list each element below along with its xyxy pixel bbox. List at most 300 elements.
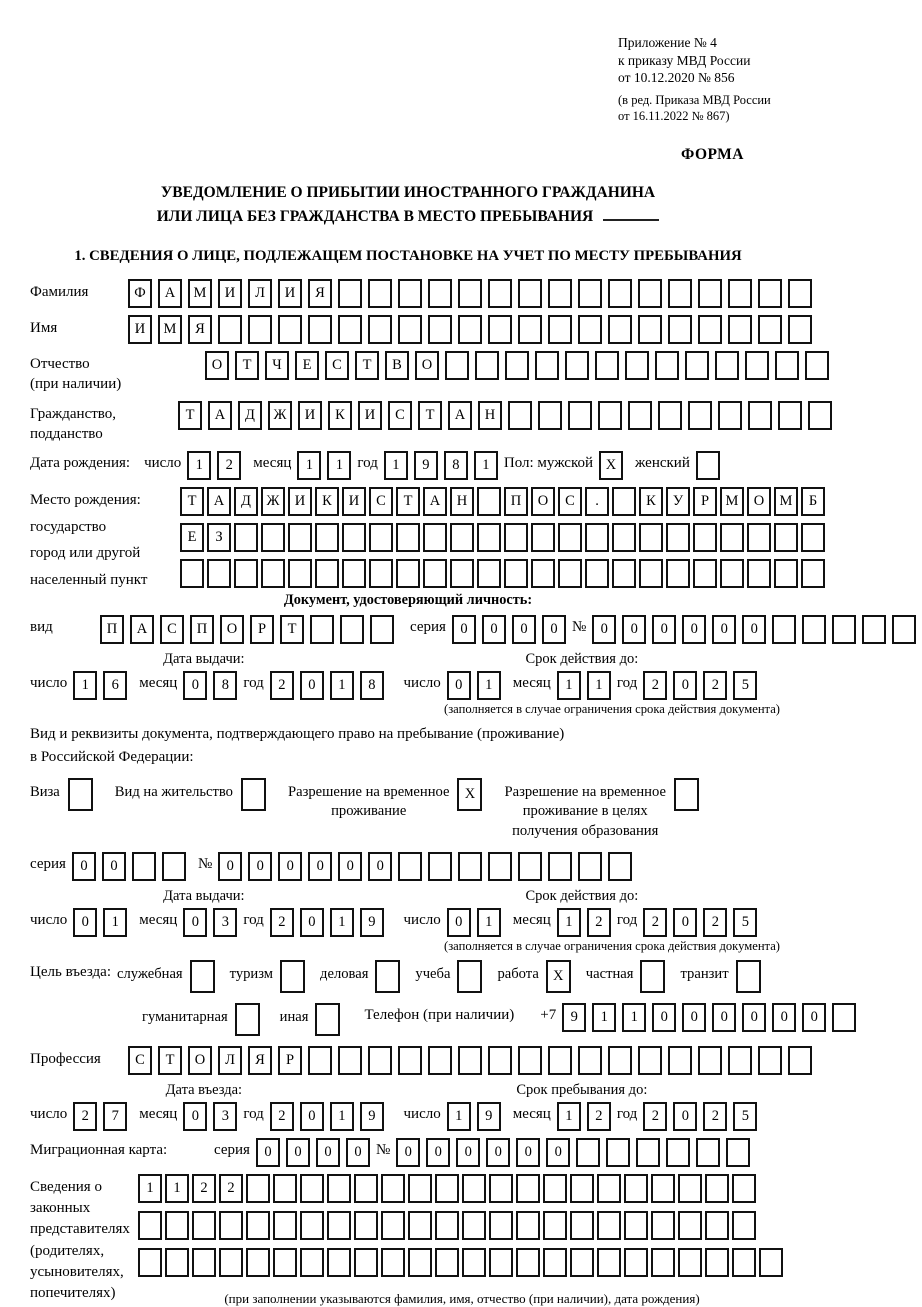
char-box[interactable] <box>369 523 393 552</box>
char-box[interactable] <box>165 1248 189 1277</box>
doc-kind-input[interactable] <box>100 615 400 644</box>
char-box[interactable]: Ф <box>128 279 152 308</box>
char-box[interactable] <box>435 1248 459 1277</box>
char-box[interactable] <box>462 1248 486 1277</box>
char-box[interactable] <box>745 351 769 380</box>
char-box[interactable]: 0 <box>248 852 272 881</box>
char-box[interactable]: Я <box>248 1046 272 1075</box>
char-box[interactable] <box>516 1248 540 1277</box>
char-box[interactable] <box>458 852 482 881</box>
char-box[interactable] <box>585 523 609 552</box>
char-box[interactable]: 1 <box>592 1003 616 1032</box>
char-box[interactable]: 2 <box>270 1102 294 1131</box>
purpose-other-checkbox[interactable] <box>315 1003 346 1036</box>
char-box[interactable]: 0 <box>183 671 207 700</box>
char-box[interactable] <box>698 279 722 308</box>
char-box[interactable]: И <box>358 401 382 430</box>
purpose-humanitarian-checkbox[interactable] <box>235 1003 266 1036</box>
char-box[interactable] <box>538 401 562 430</box>
char-box[interactable]: С <box>128 1046 152 1075</box>
purpose-work-checkbox[interactable] <box>546 960 577 993</box>
birth-place-row1-input[interactable] <box>180 487 828 516</box>
char-box[interactable] <box>278 315 302 344</box>
purpose-transit-checkbox[interactable] <box>736 960 767 993</box>
char-box[interactable]: Р <box>693 487 717 516</box>
char-box[interactable] <box>138 1211 162 1240</box>
char-box[interactable] <box>338 315 362 344</box>
char-box[interactable]: У <box>666 487 690 516</box>
char-box[interactable] <box>639 559 663 588</box>
char-box[interactable] <box>423 523 447 552</box>
char-box[interactable]: А <box>130 615 154 644</box>
char-box[interactable] <box>597 1211 621 1240</box>
char-box[interactable]: 0 <box>542 615 566 644</box>
char-box[interactable] <box>396 559 420 588</box>
char-box[interactable]: М <box>720 487 744 516</box>
char-box[interactable] <box>678 1211 702 1240</box>
char-box[interactable]: X <box>457 778 482 811</box>
char-box[interactable] <box>678 1248 702 1277</box>
stay-day-input[interactable] <box>447 1102 507 1131</box>
char-box[interactable] <box>715 351 739 380</box>
char-box[interactable] <box>368 1046 392 1075</box>
char-box[interactable] <box>698 1046 722 1075</box>
char-box[interactable]: 2 <box>270 671 294 700</box>
char-box[interactable] <box>543 1211 567 1240</box>
residence-issue-month-input[interactable] <box>183 908 243 937</box>
char-box[interactable] <box>628 401 652 430</box>
char-box[interactable]: 0 <box>452 615 476 644</box>
char-box[interactable] <box>597 1174 621 1203</box>
char-box[interactable] <box>315 559 339 588</box>
visa-checkbox[interactable] <box>68 778 99 811</box>
char-box[interactable] <box>241 778 266 811</box>
char-box[interactable] <box>462 1174 486 1203</box>
char-box[interactable]: 0 <box>300 671 324 700</box>
char-box[interactable] <box>747 559 771 588</box>
char-box[interactable]: Р <box>250 615 274 644</box>
char-box[interactable]: 0 <box>546 1138 570 1167</box>
temp-residence-checkbox[interactable] <box>457 778 488 811</box>
char-box[interactable] <box>489 1248 513 1277</box>
char-box[interactable]: Т <box>396 487 420 516</box>
char-box[interactable] <box>801 523 825 552</box>
char-box[interactable] <box>758 315 782 344</box>
char-box[interactable] <box>748 401 772 430</box>
char-box[interactable] <box>640 960 665 993</box>
char-box[interactable] <box>488 852 512 881</box>
char-box[interactable]: 1 <box>557 908 581 937</box>
char-box[interactable] <box>832 1003 856 1032</box>
char-box[interactable]: 1 <box>557 671 581 700</box>
stay-month-input[interactable] <box>557 1102 617 1131</box>
char-box[interactable] <box>288 559 312 588</box>
char-box[interactable] <box>608 279 632 308</box>
phone-input[interactable] <box>562 1003 862 1032</box>
char-box[interactable] <box>698 315 722 344</box>
char-box[interactable] <box>612 523 636 552</box>
char-box[interactable]: Е <box>295 351 319 380</box>
char-box[interactable]: 0 <box>712 615 736 644</box>
entry-year-input[interactable] <box>270 1102 390 1131</box>
residence-issue-year-input[interactable] <box>270 908 390 937</box>
char-box[interactable]: 0 <box>673 908 697 937</box>
char-box[interactable] <box>608 852 632 881</box>
char-box[interactable]: X <box>599 451 623 480</box>
char-box[interactable] <box>693 523 717 552</box>
char-box[interactable] <box>435 1211 459 1240</box>
char-box[interactable] <box>354 1211 378 1240</box>
char-box[interactable]: 0 <box>742 1003 766 1032</box>
char-box[interactable]: М <box>158 315 182 344</box>
char-box[interactable] <box>775 351 799 380</box>
char-box[interactable]: 1 <box>330 908 354 937</box>
char-box[interactable]: А <box>158 279 182 308</box>
char-box[interactable]: Д <box>238 401 262 430</box>
char-box[interactable]: Т <box>180 487 204 516</box>
char-box[interactable] <box>624 1248 648 1277</box>
char-box[interactable]: 1 <box>187 451 211 480</box>
char-box[interactable] <box>381 1211 405 1240</box>
char-box[interactable]: Л <box>248 279 272 308</box>
char-box[interactable]: И <box>288 487 312 516</box>
char-box[interactable]: П <box>190 615 214 644</box>
char-box[interactable]: О <box>415 351 439 380</box>
char-box[interactable] <box>718 401 742 430</box>
char-box[interactable] <box>597 1248 621 1277</box>
char-box[interactable]: 0 <box>673 671 697 700</box>
purpose-business-checkbox[interactable] <box>375 960 406 993</box>
char-box[interactable]: 1 <box>165 1174 189 1203</box>
char-box[interactable] <box>666 523 690 552</box>
char-box[interactable]: 5 <box>733 1102 757 1131</box>
char-box[interactable]: 0 <box>218 852 242 881</box>
char-box[interactable]: К <box>315 487 339 516</box>
char-box[interactable]: 1 <box>138 1174 162 1203</box>
char-box[interactable]: 0 <box>338 852 362 881</box>
char-box[interactable] <box>508 401 532 430</box>
char-box[interactable]: 6 <box>103 671 127 700</box>
char-box[interactable] <box>668 279 692 308</box>
char-box[interactable]: К <box>328 401 352 430</box>
char-box[interactable]: 0 <box>456 1138 480 1167</box>
char-box[interactable] <box>162 852 186 881</box>
char-box[interactable] <box>518 315 542 344</box>
char-box[interactable] <box>246 1248 270 1277</box>
purpose-official-checkbox[interactable] <box>190 960 221 993</box>
char-box[interactable] <box>516 1174 540 1203</box>
char-box[interactable]: 3 <box>213 1102 237 1131</box>
birth-year-input[interactable] <box>384 451 504 480</box>
char-box[interactable]: 0 <box>652 1003 676 1032</box>
char-box[interactable] <box>381 1248 405 1277</box>
residence-expiry-year-input[interactable] <box>643 908 763 937</box>
char-box[interactable] <box>428 852 452 881</box>
char-box[interactable] <box>354 1248 378 1277</box>
temp-residence-education-checkbox[interactable] <box>674 778 705 811</box>
char-box[interactable] <box>774 523 798 552</box>
char-box[interactable] <box>300 1174 324 1203</box>
char-box[interactable]: 0 <box>482 615 506 644</box>
char-box[interactable]: 0 <box>682 615 706 644</box>
char-box[interactable] <box>726 1138 750 1167</box>
char-box[interactable]: А <box>423 487 447 516</box>
mc-series-input[interactable] <box>256 1138 376 1167</box>
char-box[interactable] <box>477 559 501 588</box>
char-box[interactable] <box>612 559 636 588</box>
char-box[interactable]: 0 <box>447 908 471 937</box>
purpose-private-checkbox[interactable] <box>640 960 671 993</box>
char-box[interactable] <box>234 523 258 552</box>
char-box[interactable] <box>462 1211 486 1240</box>
char-box[interactable]: 0 <box>72 852 96 881</box>
entry-day-input[interactable] <box>73 1102 133 1131</box>
char-box[interactable] <box>327 1211 351 1240</box>
char-box[interactable]: П <box>100 615 124 644</box>
char-box[interactable]: 1 <box>330 671 354 700</box>
birth-place-row2-input[interactable] <box>180 523 828 552</box>
char-box[interactable] <box>261 559 285 588</box>
char-box[interactable] <box>624 1174 648 1203</box>
char-box[interactable] <box>674 778 699 811</box>
char-box[interactable]: 1 <box>557 1102 581 1131</box>
char-box[interactable]: 2 <box>643 908 667 937</box>
char-box[interactable]: 0 <box>712 1003 736 1032</box>
char-box[interactable]: 2 <box>643 671 667 700</box>
char-box[interactable]: 1 <box>622 1003 646 1032</box>
char-box[interactable]: 0 <box>447 671 471 700</box>
char-box[interactable] <box>728 279 752 308</box>
char-box[interactable] <box>190 960 215 993</box>
char-box[interactable] <box>598 401 622 430</box>
char-box[interactable] <box>638 315 662 344</box>
char-box[interactable] <box>862 615 886 644</box>
char-box[interactable]: К <box>639 487 663 516</box>
char-box[interactable] <box>543 1248 567 1277</box>
char-box[interactable] <box>273 1174 297 1203</box>
char-box[interactable] <box>625 351 649 380</box>
citizenship-input[interactable] <box>178 401 838 430</box>
char-box[interactable]: 2 <box>643 1102 667 1131</box>
char-box[interactable] <box>300 1211 324 1240</box>
char-box[interactable] <box>396 523 420 552</box>
char-box[interactable] <box>518 852 542 881</box>
char-box[interactable]: Ч <box>265 351 289 380</box>
char-box[interactable] <box>408 1248 432 1277</box>
birth-day-input[interactable] <box>187 451 247 480</box>
char-box[interactable] <box>423 559 447 588</box>
char-box[interactable] <box>192 1248 216 1277</box>
char-box[interactable]: 2 <box>703 908 727 937</box>
char-box[interactable]: 2 <box>219 1174 243 1203</box>
char-box[interactable] <box>732 1211 756 1240</box>
char-box[interactable] <box>369 559 393 588</box>
char-box[interactable]: 0 <box>652 615 676 644</box>
char-box[interactable]: 2 <box>587 1102 611 1131</box>
birth-month-input[interactable] <box>297 451 357 480</box>
char-box[interactable]: 2 <box>587 908 611 937</box>
char-box[interactable]: Т <box>178 401 202 430</box>
char-box[interactable]: 5 <box>733 908 757 937</box>
char-box[interactable]: 0 <box>256 1138 280 1167</box>
char-box[interactable] <box>308 1046 332 1075</box>
char-box[interactable] <box>758 279 782 308</box>
doc-number-input[interactable] <box>592 615 922 644</box>
char-box[interactable]: 1 <box>384 451 408 480</box>
char-box[interactable] <box>568 401 592 430</box>
entry-month-input[interactable] <box>183 1102 243 1131</box>
char-box[interactable]: С <box>369 487 393 516</box>
char-box[interactable] <box>668 315 692 344</box>
char-box[interactable] <box>678 1174 702 1203</box>
char-box[interactable] <box>370 615 394 644</box>
char-box[interactable] <box>457 960 482 993</box>
residence-issue-day-input[interactable] <box>73 908 133 937</box>
char-box[interactable] <box>732 1174 756 1203</box>
char-box[interactable]: 2 <box>703 1102 727 1131</box>
char-box[interactable] <box>428 1046 452 1075</box>
char-box[interactable] <box>639 523 663 552</box>
char-box[interactable]: Я <box>308 279 332 308</box>
char-box[interactable] <box>338 1046 362 1075</box>
char-box[interactable] <box>608 315 632 344</box>
char-box[interactable]: 1 <box>587 671 611 700</box>
char-box[interactable] <box>234 559 258 588</box>
char-box[interactable] <box>759 1248 783 1277</box>
char-box[interactable] <box>720 559 744 588</box>
doc-series-input[interactable] <box>452 615 572 644</box>
char-box[interactable] <box>342 523 366 552</box>
char-box[interactable]: 8 <box>444 451 468 480</box>
char-box[interactable]: О <box>531 487 555 516</box>
char-box[interactable]: 0 <box>300 908 324 937</box>
char-box[interactable]: 1 <box>103 908 127 937</box>
char-box[interactable] <box>398 1046 422 1075</box>
char-box[interactable]: 0 <box>512 615 536 644</box>
char-box[interactable]: Т <box>158 1046 182 1075</box>
char-box[interactable]: 0 <box>316 1138 340 1167</box>
char-box[interactable] <box>428 279 452 308</box>
char-box[interactable]: Е <box>180 523 204 552</box>
char-box[interactable]: 2 <box>270 908 294 937</box>
char-box[interactable]: И <box>342 487 366 516</box>
char-box[interactable] <box>802 615 826 644</box>
char-box[interactable]: 1 <box>474 451 498 480</box>
char-box[interactable] <box>458 1046 482 1075</box>
char-box[interactable] <box>450 523 474 552</box>
char-box[interactable]: X <box>546 960 571 993</box>
gender-female-checkbox[interactable] <box>696 451 726 480</box>
char-box[interactable]: 1 <box>447 1102 471 1131</box>
char-box[interactable]: Ж <box>261 487 285 516</box>
char-box[interactable] <box>138 1248 162 1277</box>
char-box[interactable] <box>788 1046 812 1075</box>
char-box[interactable] <box>624 1211 648 1240</box>
representatives-row1-input[interactable] <box>138 1174 759 1203</box>
char-box[interactable] <box>548 852 572 881</box>
char-box[interactable]: 0 <box>300 1102 324 1131</box>
char-box[interactable]: 0 <box>802 1003 826 1032</box>
char-box[interactable]: Л <box>218 1046 242 1075</box>
char-box[interactable]: И <box>218 279 242 308</box>
char-box[interactable]: 9 <box>360 1102 384 1131</box>
char-box[interactable] <box>354 1174 378 1203</box>
char-box[interactable] <box>207 559 231 588</box>
char-box[interactable] <box>518 1046 542 1075</box>
char-box[interactable] <box>375 960 400 993</box>
char-box[interactable]: Т <box>280 615 304 644</box>
char-box[interactable] <box>308 315 332 344</box>
char-box[interactable]: О <box>220 615 244 644</box>
char-box[interactable] <box>531 523 555 552</box>
given-name-input[interactable] <box>128 315 818 344</box>
char-box[interactable] <box>488 1046 512 1075</box>
representatives-row3-input[interactable] <box>138 1248 786 1277</box>
char-box[interactable]: Р <box>278 1046 302 1075</box>
char-box[interactable] <box>576 1138 600 1167</box>
char-box[interactable] <box>666 559 690 588</box>
char-box[interactable] <box>273 1248 297 1277</box>
char-box[interactable] <box>504 523 528 552</box>
char-box[interactable] <box>504 559 528 588</box>
char-box[interactable]: 1 <box>327 451 351 480</box>
char-box[interactable]: 0 <box>368 852 392 881</box>
char-box[interactable] <box>288 523 312 552</box>
char-box[interactable] <box>192 1211 216 1240</box>
expiry-day-input[interactable] <box>447 671 507 700</box>
char-box[interactable] <box>705 1211 729 1240</box>
char-box[interactable]: 2 <box>192 1174 216 1203</box>
char-box[interactable]: . <box>585 487 609 516</box>
char-box[interactable]: 7 <box>103 1102 127 1131</box>
char-box[interactable]: А <box>207 487 231 516</box>
char-box[interactable]: 0 <box>286 1138 310 1167</box>
char-box[interactable] <box>273 1211 297 1240</box>
char-box[interactable] <box>658 401 682 430</box>
char-box[interactable] <box>531 559 555 588</box>
char-box[interactable] <box>342 559 366 588</box>
char-box[interactable] <box>219 1248 243 1277</box>
char-box[interactable]: 0 <box>308 852 332 881</box>
char-box[interactable]: О <box>205 351 229 380</box>
char-box[interactable] <box>165 1211 189 1240</box>
char-box[interactable] <box>246 1174 270 1203</box>
char-box[interactable] <box>450 559 474 588</box>
char-box[interactable]: 0 <box>73 908 97 937</box>
char-box[interactable] <box>489 1174 513 1203</box>
char-box[interactable]: Т <box>418 401 442 430</box>
char-box[interactable]: С <box>558 487 582 516</box>
char-box[interactable] <box>651 1248 675 1277</box>
char-box[interactable] <box>543 1174 567 1203</box>
char-box[interactable] <box>728 315 752 344</box>
char-box[interactable] <box>638 1046 662 1075</box>
char-box[interactable] <box>548 315 572 344</box>
char-box[interactable] <box>408 1211 432 1240</box>
char-box[interactable]: 9 <box>414 451 438 480</box>
char-box[interactable] <box>315 523 339 552</box>
char-box[interactable]: Д <box>234 487 258 516</box>
char-box[interactable]: З <box>207 523 231 552</box>
residence-series-input[interactable] <box>72 852 192 881</box>
issue-month-input[interactable] <box>183 671 243 700</box>
char-box[interactable] <box>801 559 825 588</box>
char-box[interactable] <box>788 279 812 308</box>
char-box[interactable]: С <box>388 401 412 430</box>
char-box[interactable]: 0 <box>426 1138 450 1167</box>
char-box[interactable]: 0 <box>346 1138 370 1167</box>
char-box[interactable] <box>548 1046 572 1075</box>
